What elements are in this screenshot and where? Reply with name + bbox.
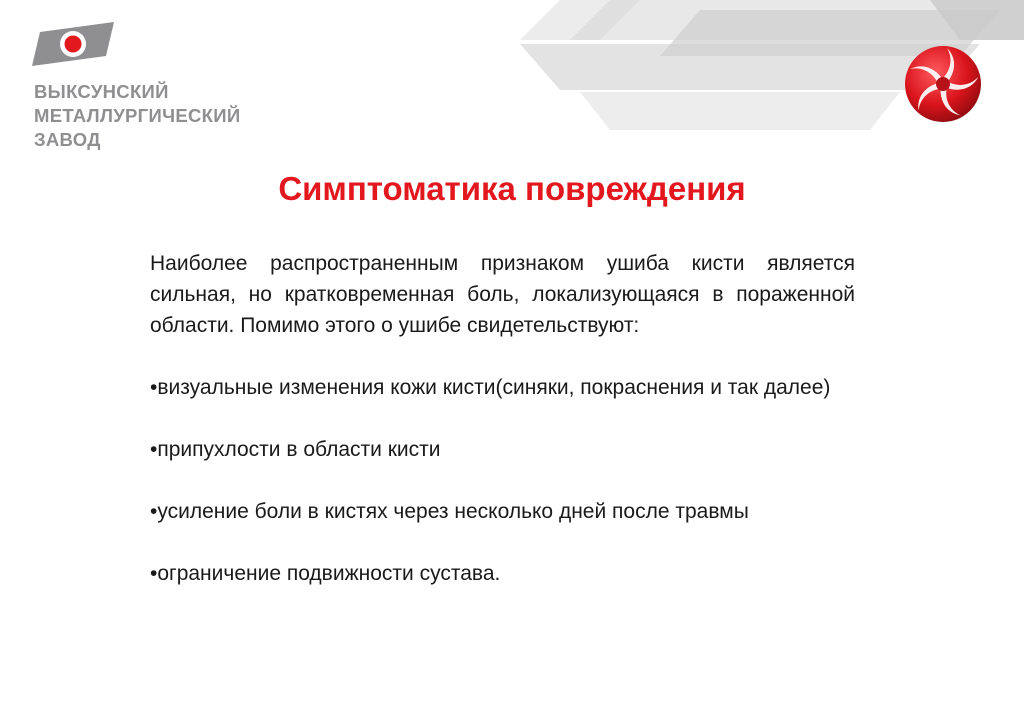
- bullet-item: •припухлости в области кисти: [150, 438, 441, 461]
- bullet-item: •усиление боли в кистях через несколько дней после травмы: [150, 500, 749, 523]
- company-logo: [32, 22, 272, 152]
- company-name: ВЫКСУНСКИЙ МЕТАЛЛУРГИЧЕСКИЙ ЗАВОД: [34, 81, 241, 150]
- slide-title: Симптоматика повреждения: [278, 170, 746, 207]
- bullet-item: •визуальные изменения кожи кисти(синяки, покраснения и так далее): [150, 376, 831, 399]
- slide-body: [150, 248, 855, 589]
- vmz-logo-mark: [32, 22, 114, 66]
- intro-paragraph: Наиболее распространенным признаком ушиба кисти является сильная, но кратковременная боль, локализующаяся в пораженной области. Помимо этого о ушибе свидетельствуют:: [150, 252, 855, 337]
- bullet-item: •ограничение подвижности сустава.: [150, 562, 501, 585]
- omk-emblem-icon: [903, 44, 983, 124]
